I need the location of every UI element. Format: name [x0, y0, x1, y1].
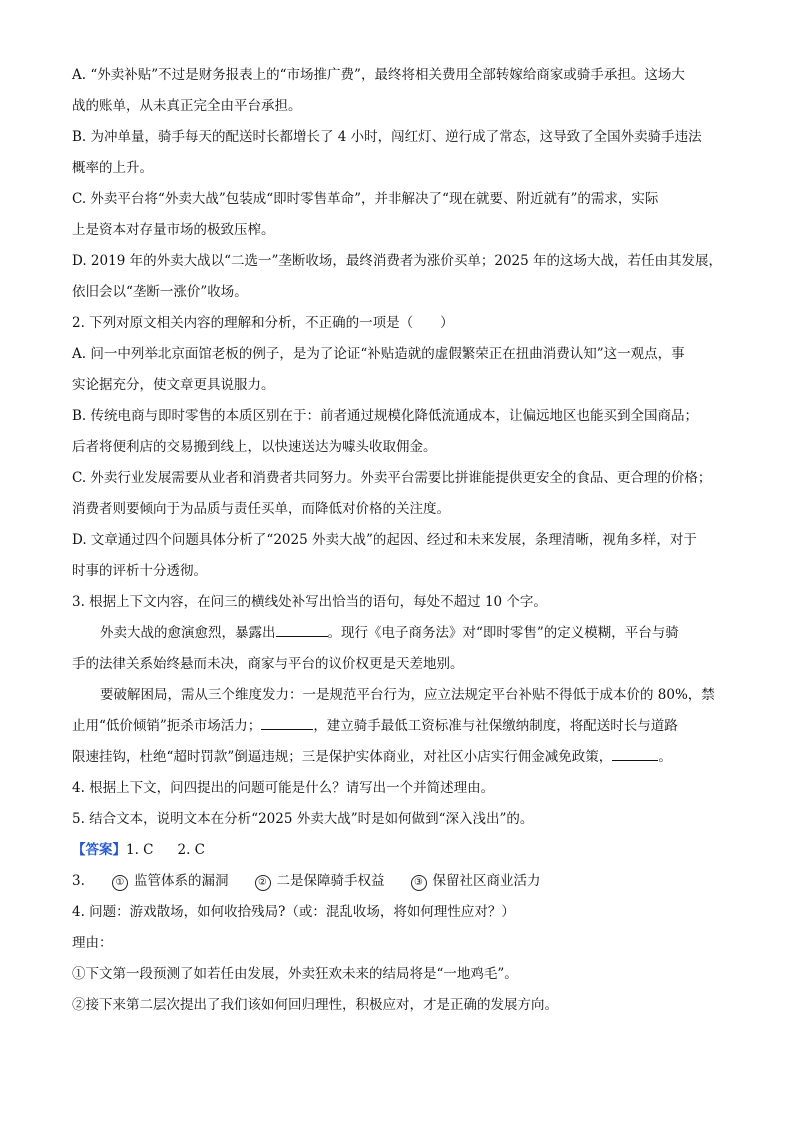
q3-text: ，建立骑手最低工资标准与社保缴纳制度，将配送时长与道路	[313, 718, 678, 734]
q1-option-c-line1: C. 外卖平台将“外卖大战”包装成“即时零售革命”，并非解决了“现在就要、附近就有”的需求，实际	[72, 191, 659, 207]
q2-option-c-line1: C. 外卖行业发展需要从业者和消费者共同努力。外卖平台需要比拼谁能提供更安全的食品、更合理的价格；	[72, 470, 712, 486]
q2-option-a-line1: A. 问一中列举北京面馆老板的例子，是为了论证“补贴造就的虚假繁荣正在扭曲消费认知”这一观点，事	[72, 346, 685, 362]
q5-stem: 5. 结合文本，说明文本在分析“2025 外卖大战”时是如何做到“深入浅出”的。	[72, 811, 534, 827]
answer-3-number: 3.	[72, 873, 85, 889]
q3-text: 限速挂钩，杜绝“超时罚款”倒逼违规；三是保护实体商业，对社区小店实行佣金减免政策，	[72, 749, 613, 765]
q3-text: 外卖大战的愈演愈烈，暴露出	[100, 625, 276, 641]
answer-line-3	[72, 866, 728, 897]
answer-tag: 【答案】	[72, 842, 126, 858]
answer-3-item-text: 监管体系的漏洞	[134, 873, 229, 889]
q2-stem: 2. 下列对原文相关内容的理解和分析，不正确的一项是（ ）	[72, 315, 454, 331]
circled-number: ②	[255, 875, 271, 891]
q3-text: 止用“低价倾销”扼杀市场活力；	[72, 718, 262, 734]
q2-option-b-line1: B. 传统电商与即时零售的本质区别在于：前者通过规模化降低流通成本，让偏远地区也能买到全国商品；	[72, 408, 699, 424]
q4-stem: 4. 根据上下文，问四提出的问题可能是什么？请写出一个并简述理由。	[72, 780, 495, 796]
answer-4-line2: 理由：	[72, 935, 113, 951]
q1-option-c-line2: 上是资本对存量市场的极致压榨。	[72, 222, 275, 238]
answer-3-item-text: 保留社区商业活力	[432, 873, 541, 889]
q3-passage-p2-line2	[72, 711, 728, 742]
answer-3-item	[411, 866, 541, 897]
q3-text: 。	[658, 749, 672, 765]
q1-option-a-line2: 战的账单，从未真正完全由平台承担。	[72, 98, 302, 114]
q2-option-d-line2: 时事的评析十分透彻。	[72, 563, 207, 579]
circled-number: ①	[112, 875, 128, 891]
q2-option-c-line2: 消费者则要倾向于为品质与责任买单，而降低对价格的关注度。	[72, 501, 450, 517]
fill-blank-2	[261, 715, 313, 730]
answer-4-line3: ①下文第一段预测了如若任由发展，外卖狂欢未来的结局将是“一地鸡毛”。	[72, 966, 518, 982]
answer-2: 2. C	[177, 842, 206, 858]
q3-passage-p1-line2: 手的法律关系始终悬而未决，商家与平台的议价权更是天差地别。	[72, 656, 464, 672]
q1-option-b-line1: B. 为冲单量，骑手每天的配送时长都增长了 4 小时，闯红灯、逆行成了常态，这导致了全国外卖骑手违法	[72, 129, 702, 145]
q2-option-d-line1: D. 文章通过四个问题具体分析了“2025 外卖大战”的起因、经过和未来发展，条理清晰，视角多样，对于	[72, 532, 697, 548]
q3-text: 。现行《电子商务法》对“即时零售”的定义模糊，平台与骑	[327, 625, 679, 641]
q3-passage-p2-line1: 要破解困局，需从三个维度发力：一是规范平台行为，应立法规定平台补贴不得低于成本价的 80%，禁	[100, 687, 715, 703]
fill-blank-3	[612, 746, 658, 761]
answer-1: 1. C	[126, 842, 154, 858]
answer-4-line4: ②接下来第二层次提出了我们该如何回归理性，积极应对，才是正确的发展方向。	[72, 997, 558, 1013]
answer-3-item	[112, 866, 229, 897]
q3-passage-p1-line1	[72, 618, 728, 649]
answer-3-item	[255, 866, 385, 897]
answer-3-item-text: 二是保障骑手权益	[276, 873, 385, 889]
answer-line-1	[72, 835, 728, 866]
q1-option-d-line2: 依旧会以“垄断一涨价”收场。	[72, 284, 248, 300]
document-page	[72, 60, 728, 1021]
answer-4-line1: 4. 问题：游戏散场，如何收拾残局?（或：混乱收场，将如何理性应对？）	[72, 904, 515, 920]
q3-stem: 3. 根据上下文内容，在问三的横线处补写出恰当的语句，每处不超过 10 个字。	[72, 594, 547, 610]
q3-passage-p2-line3	[72, 742, 728, 773]
fill-blank-1	[276, 622, 328, 637]
q1-option-b-line2: 概率的上升。	[72, 160, 153, 176]
q2-option-a-line2: 实论据充分，使文章更具说服力。	[72, 377, 275, 393]
q1-option-d-line1: D. 2019 年的外卖大战以“二选一”垄断收场，最终消费者为涨价买单；2025 年的这场大战，若任由其发展，	[72, 253, 723, 269]
q2-option-b-line2: 后者将便利店的交易搬到线上，以快速送达为噱头收取佣金。	[72, 439, 437, 455]
q1-option-a-line1: A. “外卖补贴”不过是财务报表上的“市场推广费”，最终将相关费用全部转嫁给商家或骑手承担。这场大	[72, 67, 685, 83]
circled-number: ③	[411, 875, 427, 891]
